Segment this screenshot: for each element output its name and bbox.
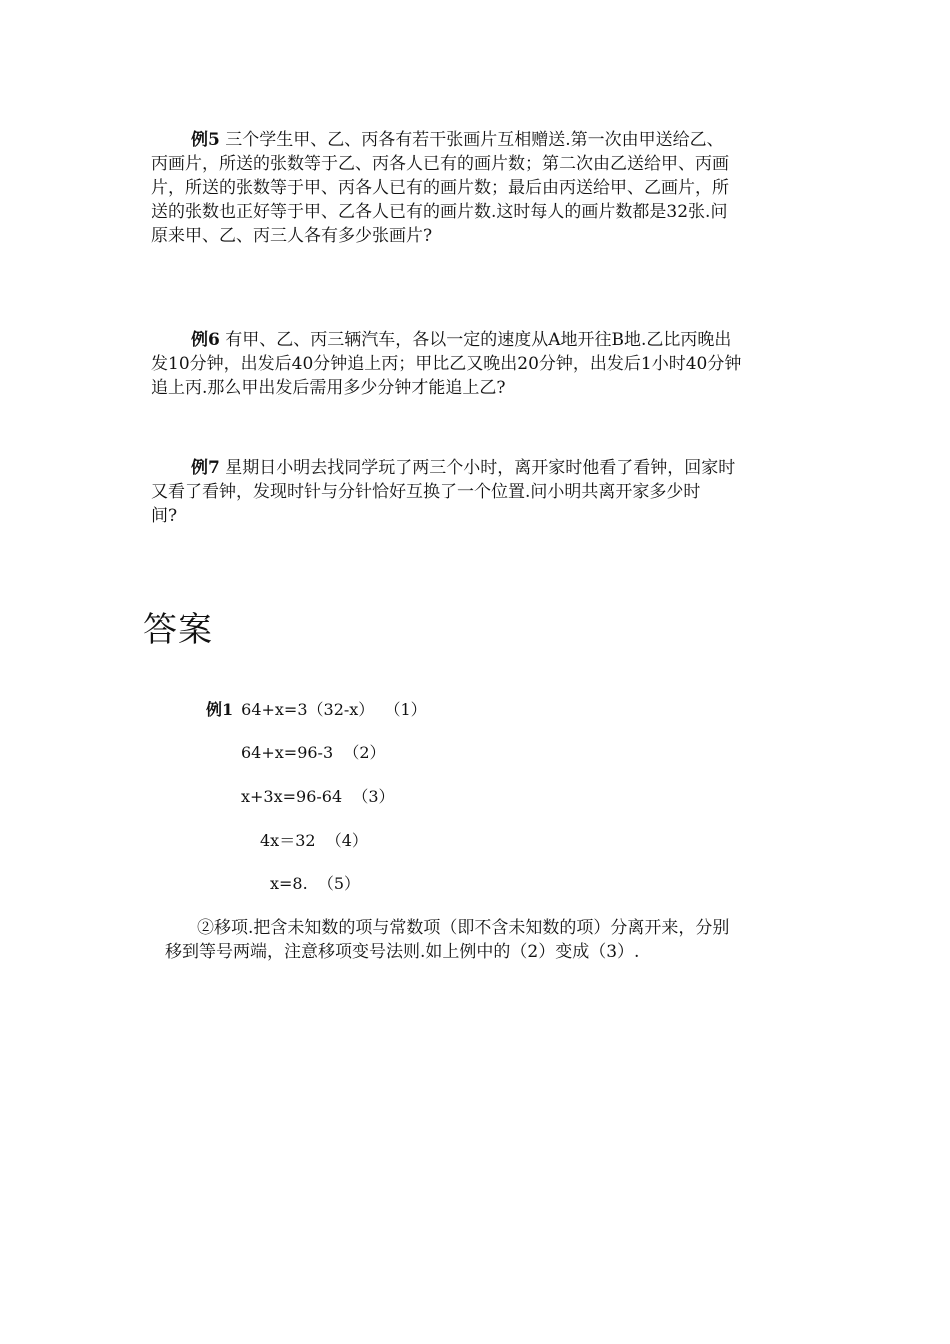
problem-text: 星期日小明去找同学玩了两三个小时，离开家时他看了看钟，回家时	[225, 458, 736, 478]
problem-line	[151, 456, 803, 480]
problem-line: 丙画片，所送的张数等于乙、丙各人已有的画片数；第二次由乙送给甲、丙画	[151, 154, 729, 174]
answer-step-2: 64+x=96-3 （2）	[241, 743, 386, 762]
explanation-line: ②移项.把含未知数的项与常数项（即不含未知数的项）分离开来，分别	[197, 918, 730, 938]
problem-line: 又看了看钟，发现时针与分针恰好互换了一个位置.问小明共离开家多少时	[151, 482, 701, 502]
answer-explanation	[165, 916, 805, 964]
problem-text: 三个学生甲、乙、丙各有若干张画片互相赠送.第一次由甲送给乙、	[225, 130, 724, 150]
problem-line: 追上丙.那么甲出发后需用多少分钟才能追上乙?	[151, 378, 506, 398]
answers-heading: 答案	[143, 610, 213, 650]
answer-step-4: 4x＝32 （4）	[260, 831, 368, 850]
problem-line	[151, 328, 803, 352]
answer-step-1	[206, 699, 427, 721]
problem-line: 发10分钟，出发后40分钟追上丙；甲比乙又晚出20分钟，出发后1小时40分钟	[151, 354, 742, 374]
equation: 64+x=3（32-x） （1）	[241, 700, 427, 719]
answer-step-5: x=8. （5）	[270, 874, 361, 893]
problem-label: 例7	[191, 458, 220, 478]
problem-line	[151, 128, 803, 152]
problem-example-7	[151, 456, 803, 528]
answer-example-label: 例1	[206, 700, 234, 719]
problem-line: 原来甲、乙、丙三人各有多少张画片?	[151, 226, 433, 246]
problem-example-6	[151, 328, 803, 400]
problem-line: 间?	[151, 506, 178, 526]
problem-line: 送的张数也正好等于甲、乙各人已有的画片数.这时每人的画片数都是32张.问	[151, 202, 728, 222]
answer-step-3: x+3x=96-64 （3）	[241, 787, 395, 806]
problem-text: 有甲、乙、丙三辆汽车，各以一定的速度从A地开往B地.乙比丙晚出	[225, 330, 732, 350]
explanation-line: 移到等号两端，注意移项变号法则.如上例中的（2）变成（3）.	[165, 942, 640, 962]
problem-label: 例5	[191, 130, 220, 150]
problem-example-5	[151, 128, 803, 248]
problem-label: 例6	[191, 330, 220, 350]
problem-line: 片，所送的张数等于甲、丙各人已有的画片数；最后由丙送给甲、乙画片，所	[151, 178, 729, 198]
